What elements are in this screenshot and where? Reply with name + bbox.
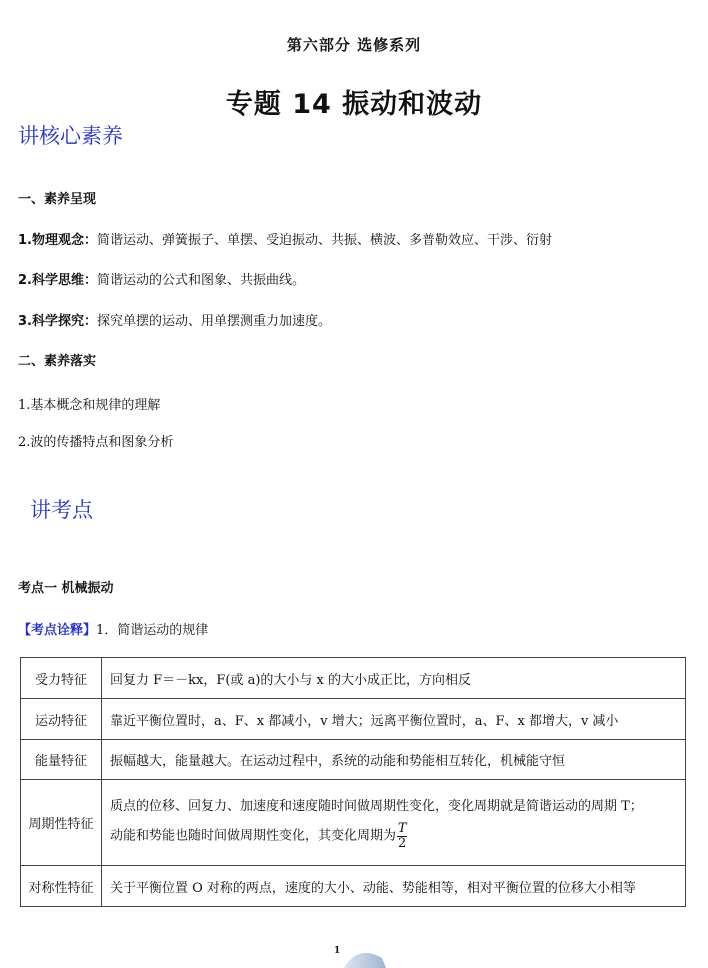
section-title-core: 讲核心素养 (18, 124, 123, 148)
literacy-text-1: 简谐运动、弹簧振子、单摆、受迫振动、共振、横波、多普勒效应、干涉、衍射 (96, 233, 552, 248)
row-text-energy: 振幅越大，能量越大。在运动过程中，系统的动能和势能相互转化，机械能守恒 (102, 740, 686, 780)
explanation-tag: 【考点诠释】 (18, 623, 97, 638)
row-head-energy: 能量特征 (21, 740, 102, 780)
literacy-text-3: 探究单摆的运动、用单摆测重力加速度。 (96, 314, 331, 329)
table-row (21, 699, 686, 740)
table-row (21, 740, 686, 780)
row-text-period: 质点的位移、回复力、加速度和速度随时间做周期性变化，变化周期就是简谐运动的周期 T； (110, 798, 643, 814)
row-head-symmetry: 对称性特征 (21, 866, 102, 907)
literacy-label-3: 3.科学探究： (18, 314, 97, 329)
fraction-denominator: 2 (398, 835, 407, 851)
row-text-force: 回复力 F＝－kx，F(或 a)的大小与 x 的大小成正比，方向相反 (102, 658, 686, 699)
explanation-text: 1．简谐运动的规律 (96, 623, 209, 638)
exam-point-explanation (18, 619, 208, 638)
implementation-point-2: 2.波的传播特点和图象分析 (18, 435, 174, 450)
literacy-label-2: 2.科学思维： (18, 273, 97, 288)
row-head-period: 周期性特征 (21, 780, 102, 866)
fraction-numerator: T (397, 820, 407, 836)
section-title-exam: 讲考点 (30, 498, 93, 522)
literacy-text-2: 简谐运动的公式和图象、共振曲线。 (96, 273, 305, 288)
row-text-period-2 (110, 822, 677, 850)
subheading-presentation: 一、素养呈现 (18, 192, 97, 207)
table-row (21, 866, 686, 907)
fraction-t-over-2 (397, 822, 407, 850)
table-row (21, 658, 686, 699)
part-title: 第六部分 选修系列 (286, 36, 422, 54)
page-number: 1 (334, 946, 341, 956)
page-corner-decoration (340, 938, 386, 968)
literacy-item-3 (18, 310, 331, 329)
row-text-motion: 靠近平衡位置时，a、F、x 都减小，v 增大；远离平衡位置时，a、F、x 都增大，v 减小 (102, 699, 686, 740)
literacy-label-1: 1.物理观念： (18, 233, 97, 248)
row-head-motion: 运动特征 (21, 699, 102, 740)
subheading-implementation: 二、素养落实 (18, 354, 97, 369)
row-cell-period (102, 780, 686, 866)
literacy-item-1 (18, 229, 552, 248)
table-row (21, 780, 686, 866)
exam-point-title: 考点一 机械振动 (18, 581, 114, 596)
row-head-force: 受力特征 (21, 658, 102, 699)
row-text-symmetry: 关于平衡位置 O 对称的两点，速度的大小、动能、势能相等，相对平衡位置的位移大小相等 (102, 866, 686, 907)
main-title: 专题 14 振动和波动 (225, 89, 483, 120)
harmonic-motion-table (20, 657, 686, 907)
literacy-item-2 (18, 269, 305, 288)
row-text-period-line2: 动能和势能也随时间做周期性变化，其变化周期为 (110, 828, 397, 844)
implementation-point-1: 1.基本概念和规律的理解 (18, 398, 161, 413)
